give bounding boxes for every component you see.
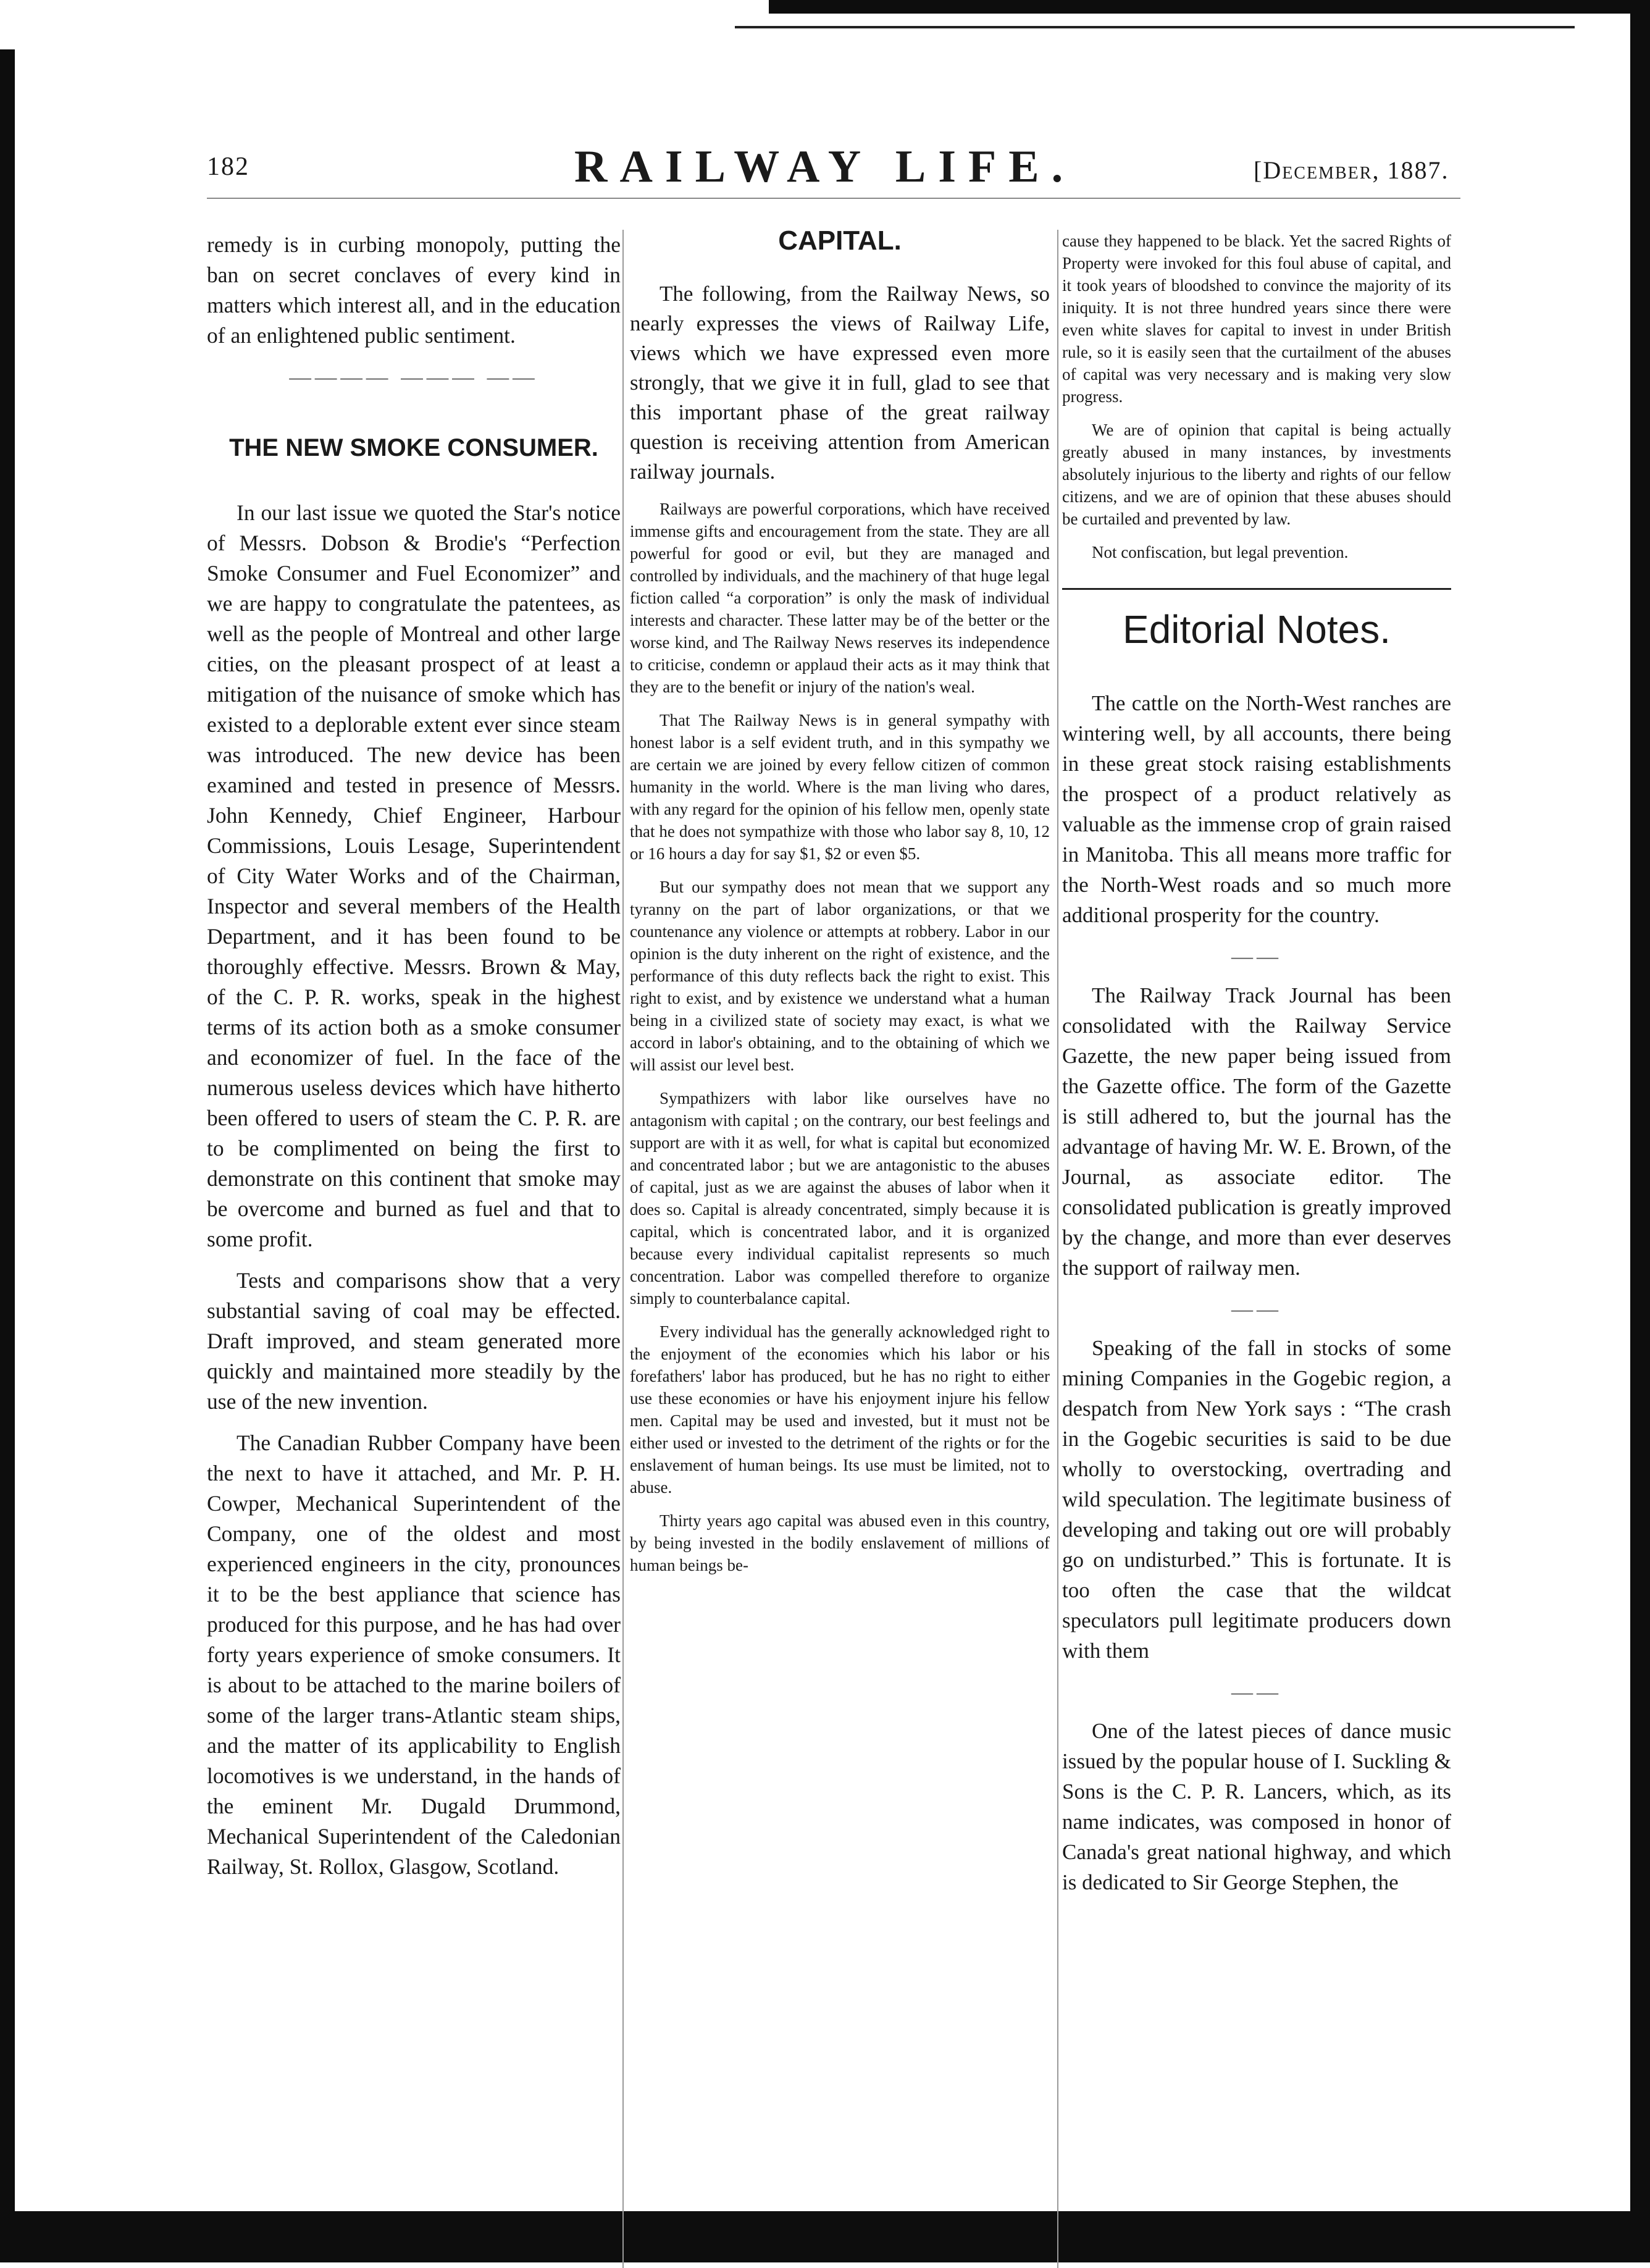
article-paragraph: Tests and comparisons show that a very substantial saving of coal may be effected. Draft improved, and steam generated more quickly and maintained more steadily by the use of the new invention. — [207, 1268, 621, 1414]
article-paragraph: remedy is in curbing monopoly, putting the ban on secret conclaves of every kind in matters which interest all, and in the education of an enlightened public sentiment. — [207, 232, 621, 348]
article-paragraph: Every individual has the generally acknowledged right to the enjoyment of the economies which his labor or his forefathers' labor has produced, but he has no right to either use these economies or have his enjoyment injure his fellow men. Capital may be used and invested, but it must not be either used or invested to the detriment of the rights or for the enslavement of human beings. Its use must be limited, not to abuse. — [630, 1322, 1050, 1497]
editorial-note: The cattle on the North-West ranches are wintering well, by all accounts, there being in these great stock raising establishments the prospect of a product relatively as valuable as the immense crop of grain raised in Manitoba. This all means more traffic for the North-West roads and so much more additional prosperity for the country. — [1062, 691, 1451, 927]
note-separator: —— — [1231, 1680, 1282, 1704]
right-column — [1062, 230, 1451, 1909]
article-paragraph: Sympathizers with labor like ourselves have no antagonism with capital ; on the contrary, our best feelings and support are with it as well, for what is capital but economized and concentrated labor ; but we are antagonistic to the abuses of capital, just as we are against the abuses of labor when it does so. Capital is already concentrated, simply because it is capital, which is concentrated labor, and it is organized because every individual capitalist represents so much concentration. Labor was compelled therefore to organize simply to counterbalance capital. — [630, 1089, 1050, 1308]
editorial-note: Speaking of the fall in stocks of some mining Companies in the Gogebic region, a despatch from New York says : “The crash in the Gogebic securities is said to be due wholly to overstocking, overtrading and wild speculation. The legitimate business of developing and taking out ore will probably go on undisturbed.” This is fortunate. It is too often the case that the wildcat speculators pull legitimate producers down with them — [1062, 1336, 1451, 1663]
article-heading: CAPITAL. — [778, 225, 902, 256]
article-heading: THE NEW SMOKE CONSUMER. — [229, 434, 598, 461]
column-divider — [1057, 230, 1058, 2268]
note-separator: —— — [1231, 1297, 1282, 1321]
scan-border-top — [769, 0, 1650, 14]
scan-rule-top — [735, 26, 1575, 28]
scan-border-bottom — [0, 2211, 1650, 2262]
column-divider — [622, 230, 624, 2268]
section-rule — [1062, 588, 1451, 590]
article-paragraph: Thirty years ago capital was abused even in this country, by being invested in the bodily enslavement of millions of human beings be- — [630, 1511, 1050, 1574]
section-heading: Editorial Notes. — [1123, 607, 1391, 652]
scan-border-right — [1630, 0, 1650, 2262]
issue-date: [December, 1887. — [1254, 156, 1449, 184]
masthead-title: RAILWAY LIFE. — [574, 141, 1076, 192]
editorial-note: One of the latest pieces of dance music issued by the popular house of I. Suckling & Sons is the C. P. R. Lancers, which, as its name indicates, was composed in honor of Canada's great national highway, and which is dedicated to Sir George Stephen, the — [1062, 1719, 1451, 1894]
article-paragraph: Railways are powerful corporations, which have received immense gifts and encouragement from the state. They are all powerful for good or evil, but they are managed and controlled by individuals, and the machinery of that huge legal fiction called “a corporation” is only the mask of individual interests and character. These latter may be of the better or the worse kind, and The Railway News reserves its independence to criticise, condemn or applaud their acts as it may think that they are to the benefit or injury of the nation's weal. — [630, 500, 1050, 696]
header-rule — [207, 198, 1460, 199]
article-intro: The following, from the Railway News, so nearly expresses the views of Railway Life, views which we have expressed even more strongly, that we give it in full, glad to see that this important phase of the great railway question is receiving attention from American railway journals. — [630, 282, 1050, 484]
article-paragraph: Not confiscation, but legal prevention. — [1092, 543, 1349, 561]
article-paragraph: We are of opinion that capital is being actually greatly abused in many instances, by investments absolutely injurious to the liberty and rights of our fellow citizens, and we are of opinion that these abuses should be curtailed and prevented by law. — [1062, 421, 1451, 528]
middle-column — [630, 225, 1050, 1587]
article-paragraph: The Canadian Rubber Company have been the next to have it attached, and Mr. P. H. Cowper, Mechanical Superintendent of the Company, one of the oldest and most experienced engineers in the city, pronounces it to be the best appliance that science has produced for this purpose, and he has had over forty years experience of smoke consumers. It is about to be attached to the marine boilers of some of the larger trans-Atlantic steam ships, and the matter of its applicability to English locomotives is we understand, in the hands of the eminent Mr. Dugald Drummond, Mechanical Superintendent of the Caledonian Railway, St. Rollox, Glasgow, Scotland. — [207, 1430, 621, 1879]
article-paragraph: But our sympathy does not mean that we support any tyranny on the part of labor organizations, or that we countenance any violence or attempts at robbery. Labor in our opinion is the duty inherent on the right of existence, and the performance of this duty reflects back the right to exist. This right to exist, and by existence we understand what a human being in a civilized state of society may exact, is what we accord in labor's obtaining, and to the obtaining of which we will assist our level best. — [630, 878, 1050, 1074]
article-paragraph: cause they happened to be black. Yet the sacred Rights of Property were invoked for this foul abuse of capital, and it took years of bloodshed to convince the majority of its iniquity. It is not three hundred years since there were even white slaves for capital to invest in under British rule, so it is easily seen that the curtailment of the abuses of capital was very necessary and is making very slow progress. — [1062, 232, 1451, 406]
left-column — [207, 230, 621, 1893]
note-separator: —— — [1231, 944, 1282, 968]
page-number: 182 — [207, 153, 249, 181]
section-separator: ———— ——— —— — [289, 364, 538, 389]
scan-border-left — [0, 49, 15, 2262]
article-paragraph: That The Railway News is in general sympathy with honest labor is a self evident truth, and in this sympathy we are certain we are joined by every fellow citizen of common humanity in the world. Where is the man living who dares, with any regard for the opinion of his fellow men, openly state that he does not sympathize with those who labor say 8, 10, 12 or 16 hours a day for say $1, $2 or even $5. — [630, 711, 1050, 863]
article-paragraph: In our last issue we quoted the Star's notice of Messrs. Dobson & Brodie's “Perfection Smoke Consumer and Fuel Economizer” and we are happy to congratulate the patentees, as well as the people of Montreal and other large cities, on the pleasant prospect of at least a mitigation of the nuisance of smoke which has existed to a deplorable extent ever since steam was introduced. The new device has been examined and tested in presence of Messrs. John Kennedy, Chief Engineer, Harbour Commissions, Louis Lesage, Superintendent of City Water Works and of the Chairman, Inspector and several members of the Health Department, and it has been found to be thoroughly effective. Messrs. Brown & May, of the C. P. R. works, speak in the highest terms of its action both as a smoke consumer and economizer of fuel. In the face of the numerous useless devices which have hitherto been offered to users of steam the C. P. R. are to be complimented on being the first to demonstrate on this continent that smoke may be overcome and burned as fuel and that to some profit. — [207, 500, 621, 1251]
editorial-note: The Railway Track Journal has been consolidated with the Railway Service Gazette, the new paper being issued from the Gazette office. The form of the Gazette is still adhered to, but the journal has the advantage of having Mr. W. E. Brown, of the Journal, as associate editor. The consolidated publication is greatly improved by the change, and more than ever deserves the support of railway men. — [1062, 983, 1451, 1280]
